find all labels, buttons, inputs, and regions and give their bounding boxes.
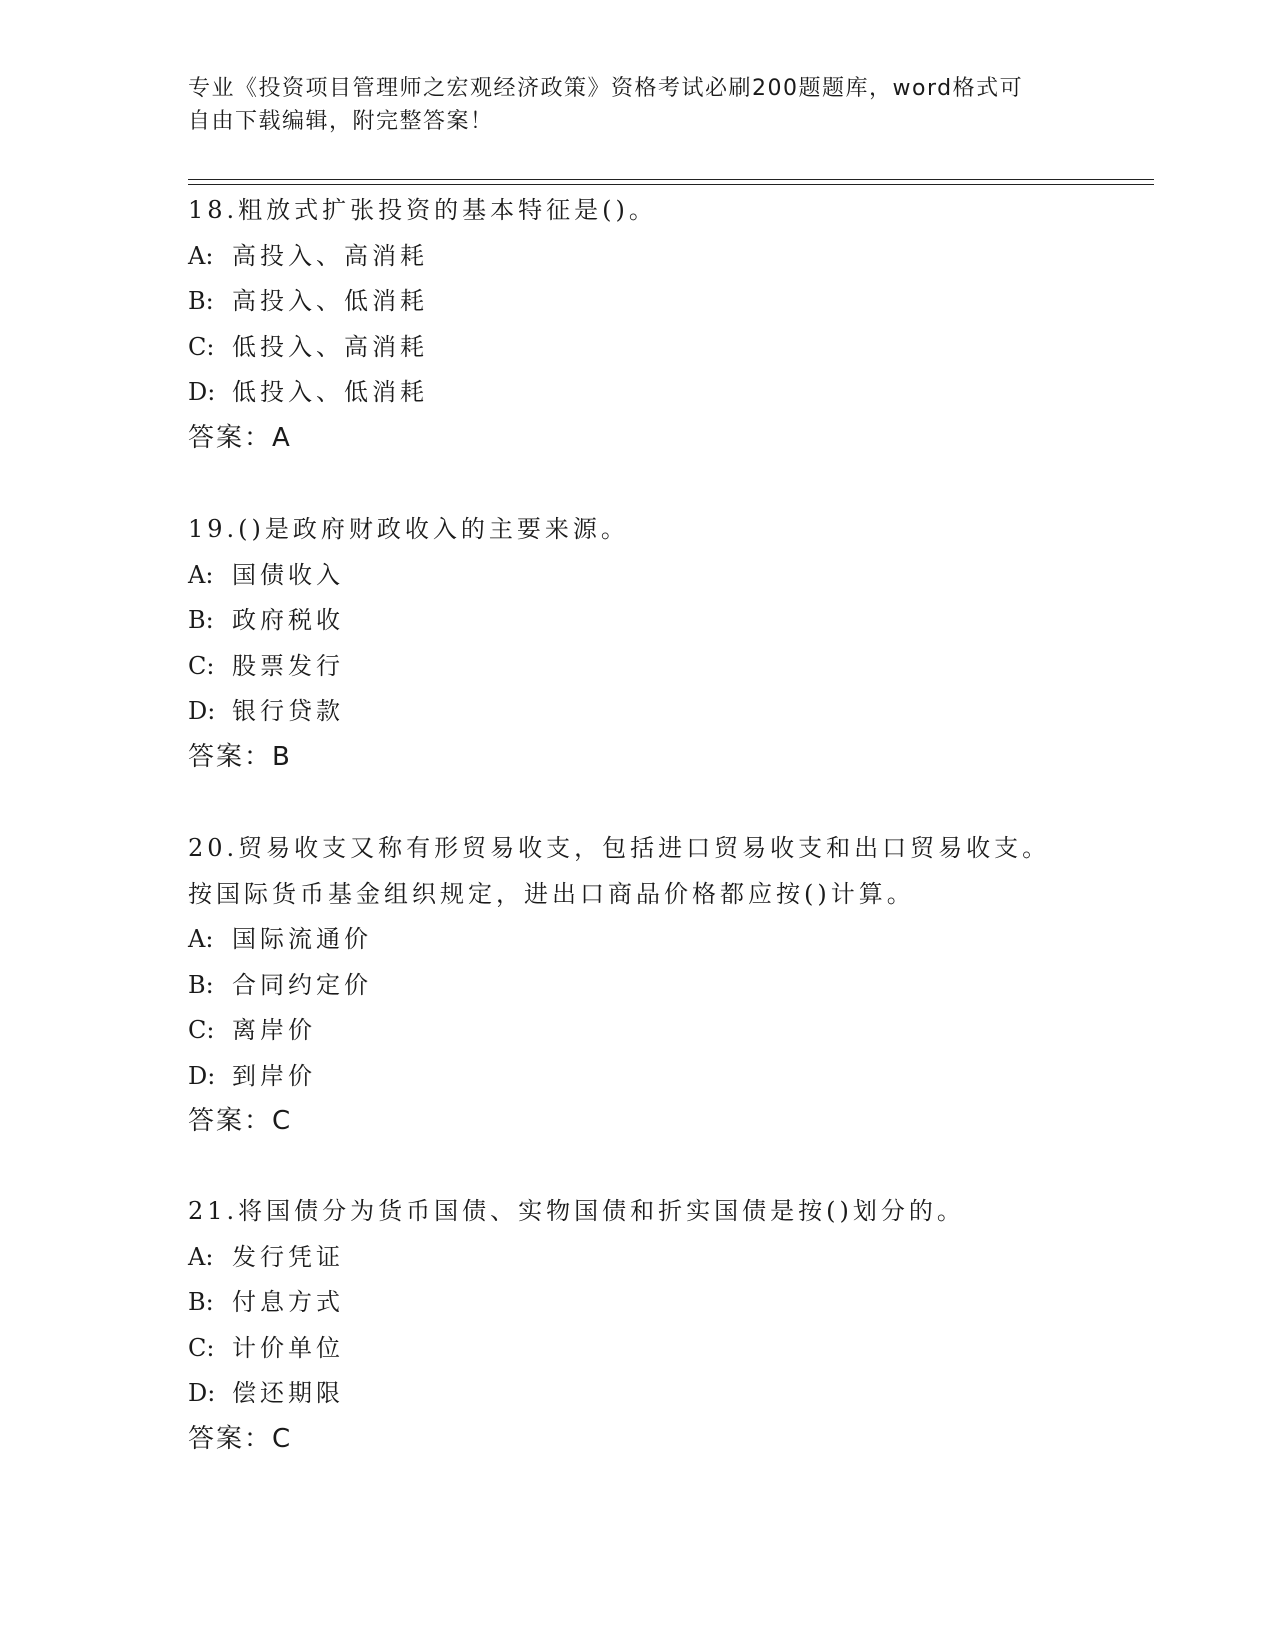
option-letter: C:	[188, 651, 215, 680]
option-text: 国际流通价	[232, 925, 372, 953]
option-text: 高投入、低消耗	[232, 287, 428, 315]
question-18	[188, 188, 1088, 461]
option-b	[188, 1280, 1088, 1326]
option-letter: A:	[188, 1242, 214, 1271]
option-d	[188, 689, 1088, 735]
option-letter: C:	[188, 1333, 215, 1362]
option-text: 高投入、高消耗	[232, 241, 428, 270]
option-letter: D:	[188, 378, 216, 406]
option-letter: B:	[188, 970, 214, 999]
option-text: 低投入、低消耗	[232, 378, 428, 406]
option-a	[188, 234, 1088, 280]
option-c	[188, 1008, 1088, 1054]
option-letter: A:	[188, 241, 214, 270]
option-d	[188, 370, 1088, 416]
question-20	[188, 826, 1088, 1145]
option-letter: D:	[188, 1379, 216, 1407]
option-d	[188, 1054, 1088, 1100]
option-text: 付息方式	[232, 1288, 344, 1316]
option-text: 发行凭证	[232, 1242, 344, 1271]
option-b	[188, 279, 1088, 325]
option-text: 国债收入	[232, 560, 344, 589]
question-21	[188, 1189, 1088, 1462]
answer-label: 答案：C	[188, 1106, 293, 1136]
option-letter: C:	[188, 332, 215, 361]
header-line-2: 自由下载编辑，附完整答案！	[188, 109, 494, 134]
option-text: 偿还期限	[232, 1379, 344, 1407]
question-19	[188, 507, 1088, 780]
option-letter: B:	[188, 606, 214, 634]
document-header	[188, 72, 1088, 138]
question-stem: 19.()是政府财政收入的主要来源。	[188, 515, 629, 543]
header-line-1: 专业《投资项目管理师之宏观经济政策》资格考试必刷200题题库，word格式可	[188, 76, 1024, 101]
header-divider-top	[188, 179, 1154, 180]
option-b	[188, 963, 1088, 1009]
option-d	[188, 1371, 1088, 1417]
option-a	[188, 553, 1088, 599]
answer-label: 答案：C	[188, 1423, 293, 1454]
answer-label: 答案：B	[188, 741, 292, 772]
option-text: 合同约定价	[232, 970, 372, 999]
option-text: 低投入、高消耗	[232, 332, 428, 361]
question-stem: 18.粗放式扩张投资的基本特征是()。	[188, 196, 657, 224]
option-text: 银行贷款	[232, 697, 344, 725]
question-stem: 20.贸易收支又称有形贸易收支，包括进口贸易收支和出口贸易收支。	[188, 834, 1051, 862]
answer-label: 答案：A	[188, 422, 292, 453]
option-c	[188, 1326, 1088, 1372]
question-stem-continued: 按国际货币基金组织规定，进出口商品价格都应按()计算。	[188, 879, 915, 908]
option-b	[188, 598, 1088, 644]
option-text: 计价单位	[232, 1333, 344, 1362]
option-letter: C:	[188, 1016, 215, 1044]
option-text: 离岸价	[232, 1016, 316, 1044]
option-letter: A:	[188, 925, 214, 953]
option-text: 到岸价	[232, 1061, 316, 1090]
option-a	[188, 917, 1088, 963]
option-text: 政府税收	[232, 606, 344, 634]
option-c	[188, 644, 1088, 690]
option-letter: D:	[188, 697, 216, 725]
option-c	[188, 325, 1088, 371]
option-letter: B:	[188, 287, 214, 315]
header-divider-bottom	[188, 184, 1154, 185]
option-a	[188, 1235, 1088, 1281]
option-text: 股票发行	[232, 651, 344, 680]
question-stem: 21.将国债分为货币国债、实物国债和折实国债是按()划分的。	[188, 1197, 965, 1225]
option-letter: B:	[188, 1288, 214, 1316]
option-letter: D:	[188, 1061, 216, 1090]
option-letter: A:	[188, 560, 214, 589]
